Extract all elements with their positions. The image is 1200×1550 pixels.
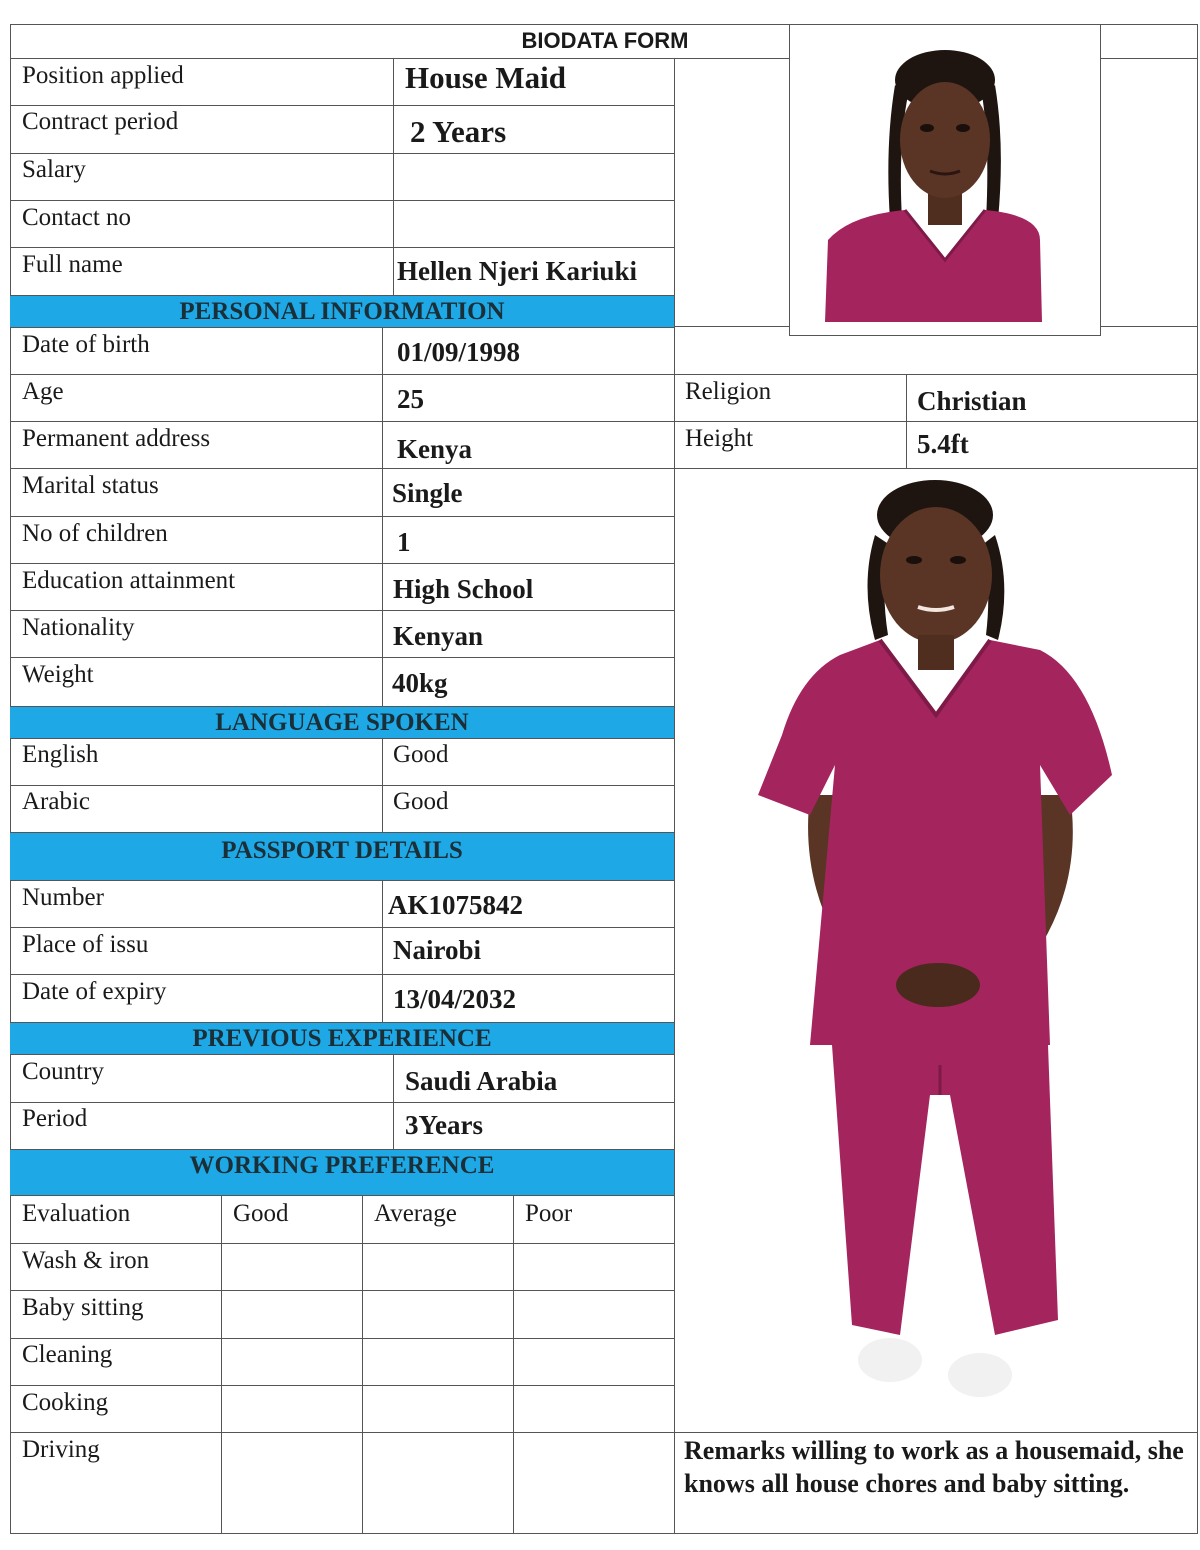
label-education: Education attainment — [22, 567, 236, 594]
value-contract: 2 Years — [410, 114, 507, 149]
value-english: Good — [393, 741, 449, 768]
label-height: Height — [685, 425, 754, 452]
value-expiry: 13/04/2032 — [393, 984, 517, 1014]
value-position: House Maid — [405, 60, 567, 95]
eval-row-cooking: Cooking — [22, 1389, 109, 1416]
label-english: English — [22, 741, 99, 768]
value-place-issue: Nairobi — [393, 935, 482, 965]
eval-row-cleaning: Cleaning — [22, 1341, 113, 1368]
eval-row-driving: Driving — [22, 1436, 100, 1463]
value-dob: 01/09/1998 — [397, 337, 521, 367]
value-education: High School — [393, 574, 534, 604]
eval-row-baby-sitting: Baby sitting — [22, 1294, 144, 1321]
label-passport-number: Number — [22, 884, 104, 911]
passport-photo — [789, 24, 1101, 336]
label-weight: Weight — [22, 661, 94, 688]
value-children: 1 — [397, 527, 411, 557]
eval-header-average: Average — [374, 1200, 457, 1227]
portrait-photo-icon — [790, 25, 1100, 335]
value-address: Kenya — [397, 434, 473, 464]
full-body-figure-icon — [740, 475, 1140, 1425]
form-title: BIODATA FORM — [521, 28, 689, 53]
label-religion: Religion — [685, 378, 772, 405]
label-address: Permanent address — [22, 425, 211, 452]
label-marital: Marital status — [22, 472, 159, 499]
section-language: LANGUAGE SPOKEN — [10, 706, 674, 739]
section-passport: PASSPORT DETAILS — [10, 832, 674, 881]
label-age: Age — [22, 378, 64, 405]
value-religion: Christian — [917, 386, 1027, 416]
value-marital: Single — [392, 478, 463, 508]
remarks: Remarks willing to work as a housemaid, she knows all house chores and baby sitting. — [684, 1436, 1184, 1498]
eval-header-evaluation: Evaluation — [22, 1200, 131, 1227]
value-fullname: Hellen Njeri Kariuki — [397, 256, 637, 286]
full-body-photo — [740, 475, 1140, 1425]
label-period: Period — [22, 1105, 88, 1132]
label-nationality: Nationality — [22, 614, 135, 641]
label-expiry: Date of expiry — [22, 978, 167, 1005]
eval-row-wash-iron: Wash & iron — [22, 1247, 150, 1274]
value-country: Saudi Arabia — [405, 1066, 558, 1096]
label-arabic: Arabic — [22, 788, 91, 815]
label-contact: Contact no — [22, 204, 132, 231]
value-period: 3Years — [405, 1110, 483, 1140]
section-preference: WORKING PREFERENCE — [10, 1149, 674, 1196]
label-place-issue: Place of issu — [22, 931, 149, 958]
section-experience: PREVIOUS EXPERIENCE — [10, 1022, 674, 1055]
label-country: Country — [22, 1058, 104, 1085]
eval-header-poor: Poor — [525, 1200, 573, 1227]
value-nationality: Kenyan — [393, 621, 484, 651]
label-dob: Date of birth — [22, 331, 150, 358]
label-children: No of children — [22, 520, 168, 547]
label-contract: Contract period — [22, 108, 179, 135]
eval-header-good: Good — [233, 1200, 289, 1227]
value-weight: 40kg — [392, 668, 448, 698]
value-arabic: Good — [393, 788, 449, 815]
value-passport-number: AK1075842 — [388, 890, 523, 920]
value-height: 5.4ft — [917, 429, 969, 459]
label-salary: Salary — [22, 156, 86, 183]
label-position: Position applied — [22, 62, 184, 89]
value-age: 25 — [397, 384, 424, 414]
label-fullname: Full name — [22, 251, 123, 278]
section-personal: PERSONAL INFORMATION — [10, 295, 674, 328]
